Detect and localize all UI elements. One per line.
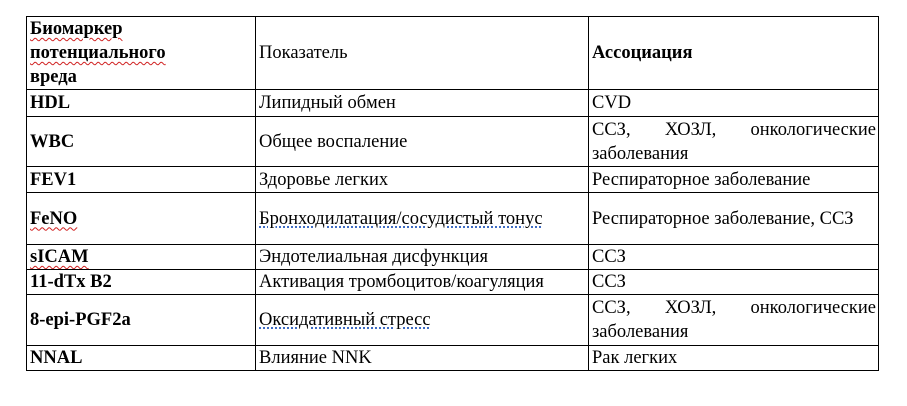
- header-biomarker-line1: Биомаркер: [30, 19, 123, 39]
- biomarker-table: [26, 16, 879, 371]
- association-cell: [589, 90, 879, 117]
- marker-cell: [27, 295, 256, 346]
- association-text: Респираторное заболевание: [592, 169, 811, 190]
- indicator-text: Общее воспаление: [259, 131, 408, 152]
- indicator-cell: [256, 167, 589, 193]
- marker-cell: [27, 245, 256, 270]
- indicator-text: Оксидативный стресс: [259, 310, 431, 330]
- association-cell: [589, 193, 879, 245]
- table-row: [27, 117, 879, 167]
- header-biomarker-line2: потенциального: [30, 43, 166, 63]
- table-row: [27, 167, 879, 193]
- marker-cell: [27, 167, 256, 193]
- indicator-text: Здоровье легких: [259, 169, 389, 190]
- marker-text: WBC: [30, 131, 75, 152]
- table-row: [27, 270, 879, 295]
- marker-text: sICAM: [30, 247, 89, 267]
- header-association-text: Ассоциация: [592, 43, 693, 63]
- association-text: ССЗ, ХОЗЛ, онкологические заболевания: [592, 298, 876, 342]
- association-cell: [589, 117, 879, 167]
- indicator-cell: [256, 90, 589, 117]
- header-association: [589, 17, 879, 90]
- marker-cell: [27, 270, 256, 295]
- indicator-text: Липидный обмен: [259, 93, 396, 113]
- association-cell: [589, 245, 879, 270]
- marker-text: FeNO: [30, 208, 78, 229]
- association-cell: [589, 346, 879, 371]
- table-row: [27, 346, 879, 371]
- marker-cell: [27, 193, 256, 245]
- indicator-cell: [256, 117, 589, 167]
- association-text: ССЗ, ХОЗЛ, онкологические заболевания: [592, 119, 876, 164]
- marker-cell: [27, 117, 256, 167]
- indicator-cell: [256, 245, 589, 270]
- association-text: ССЗ: [592, 272, 626, 292]
- table-row: [27, 245, 879, 270]
- indicator-text: Бронходилатация/сосудистый тонус: [259, 208, 543, 229]
- header-biomarker: [27, 17, 256, 90]
- marker-text: HDL: [30, 93, 71, 113]
- marker-text: FEV1: [30, 169, 77, 190]
- association-text: CVD: [592, 93, 632, 113]
- indicator-text: Влияние NNK: [259, 348, 372, 368]
- marker-text: 8-epi-PGF2a: [30, 310, 131, 330]
- association-text: Респираторное заболевание, ССЗ: [592, 208, 854, 229]
- indicator-text: Активация тромбоцитов/коагуляция: [259, 272, 544, 292]
- indicator-cell: [256, 270, 589, 295]
- indicator-cell: [256, 193, 589, 245]
- indicator-cell: [256, 295, 589, 346]
- header-indicator: [256, 17, 589, 90]
- association-text: ССЗ: [592, 247, 626, 267]
- table-row: [27, 295, 879, 346]
- association-text: Рак легких: [592, 348, 678, 368]
- marker-cell: [27, 90, 256, 117]
- table-row: [27, 193, 879, 245]
- indicator-cell: [256, 346, 589, 371]
- table-row: [27, 90, 879, 117]
- association-cell: [589, 270, 879, 295]
- association-cell: [589, 295, 879, 346]
- marker-text: 11-dTx B2: [30, 272, 112, 292]
- indicator-text: Эндотелиальная дисфункция: [259, 247, 488, 267]
- header-indicator-text: Показатель: [259, 43, 348, 63]
- header-row: [27, 17, 879, 90]
- marker-cell: [27, 346, 256, 371]
- header-biomarker-line3: вреда: [30, 67, 77, 87]
- marker-text: NNAL: [30, 348, 83, 368]
- association-cell: [589, 167, 879, 193]
